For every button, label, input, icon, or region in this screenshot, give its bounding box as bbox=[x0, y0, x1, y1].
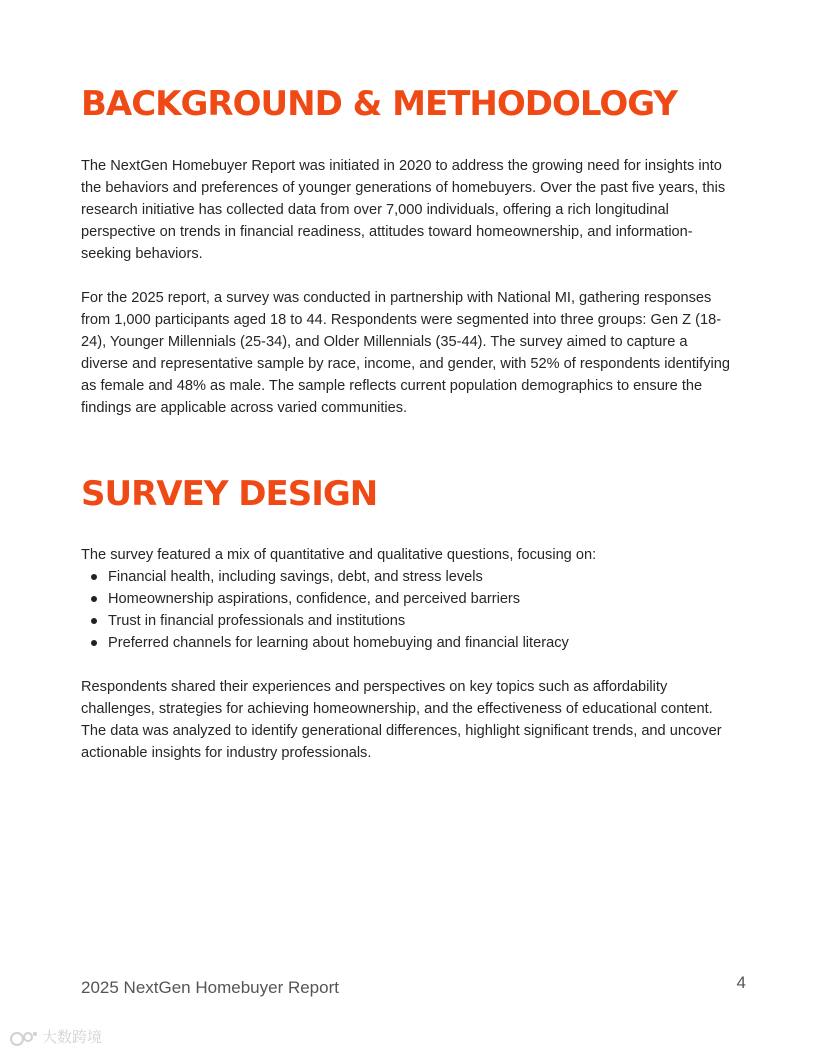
background-methodology-heading: BACKGROUND & METHODOLOGY bbox=[81, 84, 678, 124]
background-paragraph-1: The NextGen Homebuyer Report was initiated in 2020 to address the growing need for insights into the behaviors and preferences of younger generations of homebuyers. Over the past five years, this research initiative has collected data from over 7,000 individuals, offering a rich longitudinal perspective on trends in financial readiness, attitudes toward homeownership, and information-seeking behaviors. bbox=[81, 158, 726, 262]
survey-focus-list bbox=[81, 566, 737, 654]
footer-report-title: 2025 NextGen Homebuyer Report bbox=[81, 978, 339, 997]
survey-design-heading: SURVEY DESIGN bbox=[81, 474, 378, 514]
background-paragraph-2: For the 2025 report, a survey was conducted in partnership with National MI, gathering responses from 1,000 participants aged 18 to 44. Respondents were segmented into three groups: Gen Z (18-24), Younger Millennials (25-34), and Older Millennials (35-44). The survey aimed to capture a diverse and representative sample by race, income, and gender, with 52% of respondents identifying as female and 48% as male. The sample reflects current population demographics to ensure the findings are applicable across varied communities. bbox=[81, 290, 730, 416]
page-number: 4 bbox=[736, 973, 746, 992]
list-item bbox=[81, 588, 737, 610]
watermark bbox=[8, 1028, 102, 1048]
watermark-text: 大数跨境 bbox=[42, 1029, 103, 1046]
survey-design-intro: The survey featured a mix of quantitative and qualitative questions, focusing on: bbox=[81, 547, 597, 563]
list-item-text: Homeownership aspirations, confidence, and perceived barriers bbox=[108, 591, 521, 607]
list-item-text: Trust in financial professionals and institutions bbox=[108, 613, 406, 629]
list-item bbox=[81, 632, 737, 654]
watermark-logo-icon bbox=[8, 1029, 38, 1047]
bullet-icon bbox=[91, 574, 97, 580]
bullet-icon bbox=[91, 596, 97, 602]
list-item-text: Preferred channels for learning about homebuying and financial literacy bbox=[108, 635, 569, 651]
list-item bbox=[81, 566, 737, 588]
survey-design-closing: Respondents shared their experiences and perspectives on key topics such as affordability challenges, strategies for achieving homeownership, and the effectiveness of educational content. The data was analyzed to identify generational differences, highlight significant trends, and uncover actionable insights for industry professionals. bbox=[81, 679, 722, 761]
bullet-icon bbox=[91, 618, 97, 624]
list-item bbox=[81, 610, 737, 632]
list-item-text: Financial health, including savings, debt, and stress levels bbox=[108, 569, 483, 585]
bullet-icon bbox=[91, 640, 97, 646]
